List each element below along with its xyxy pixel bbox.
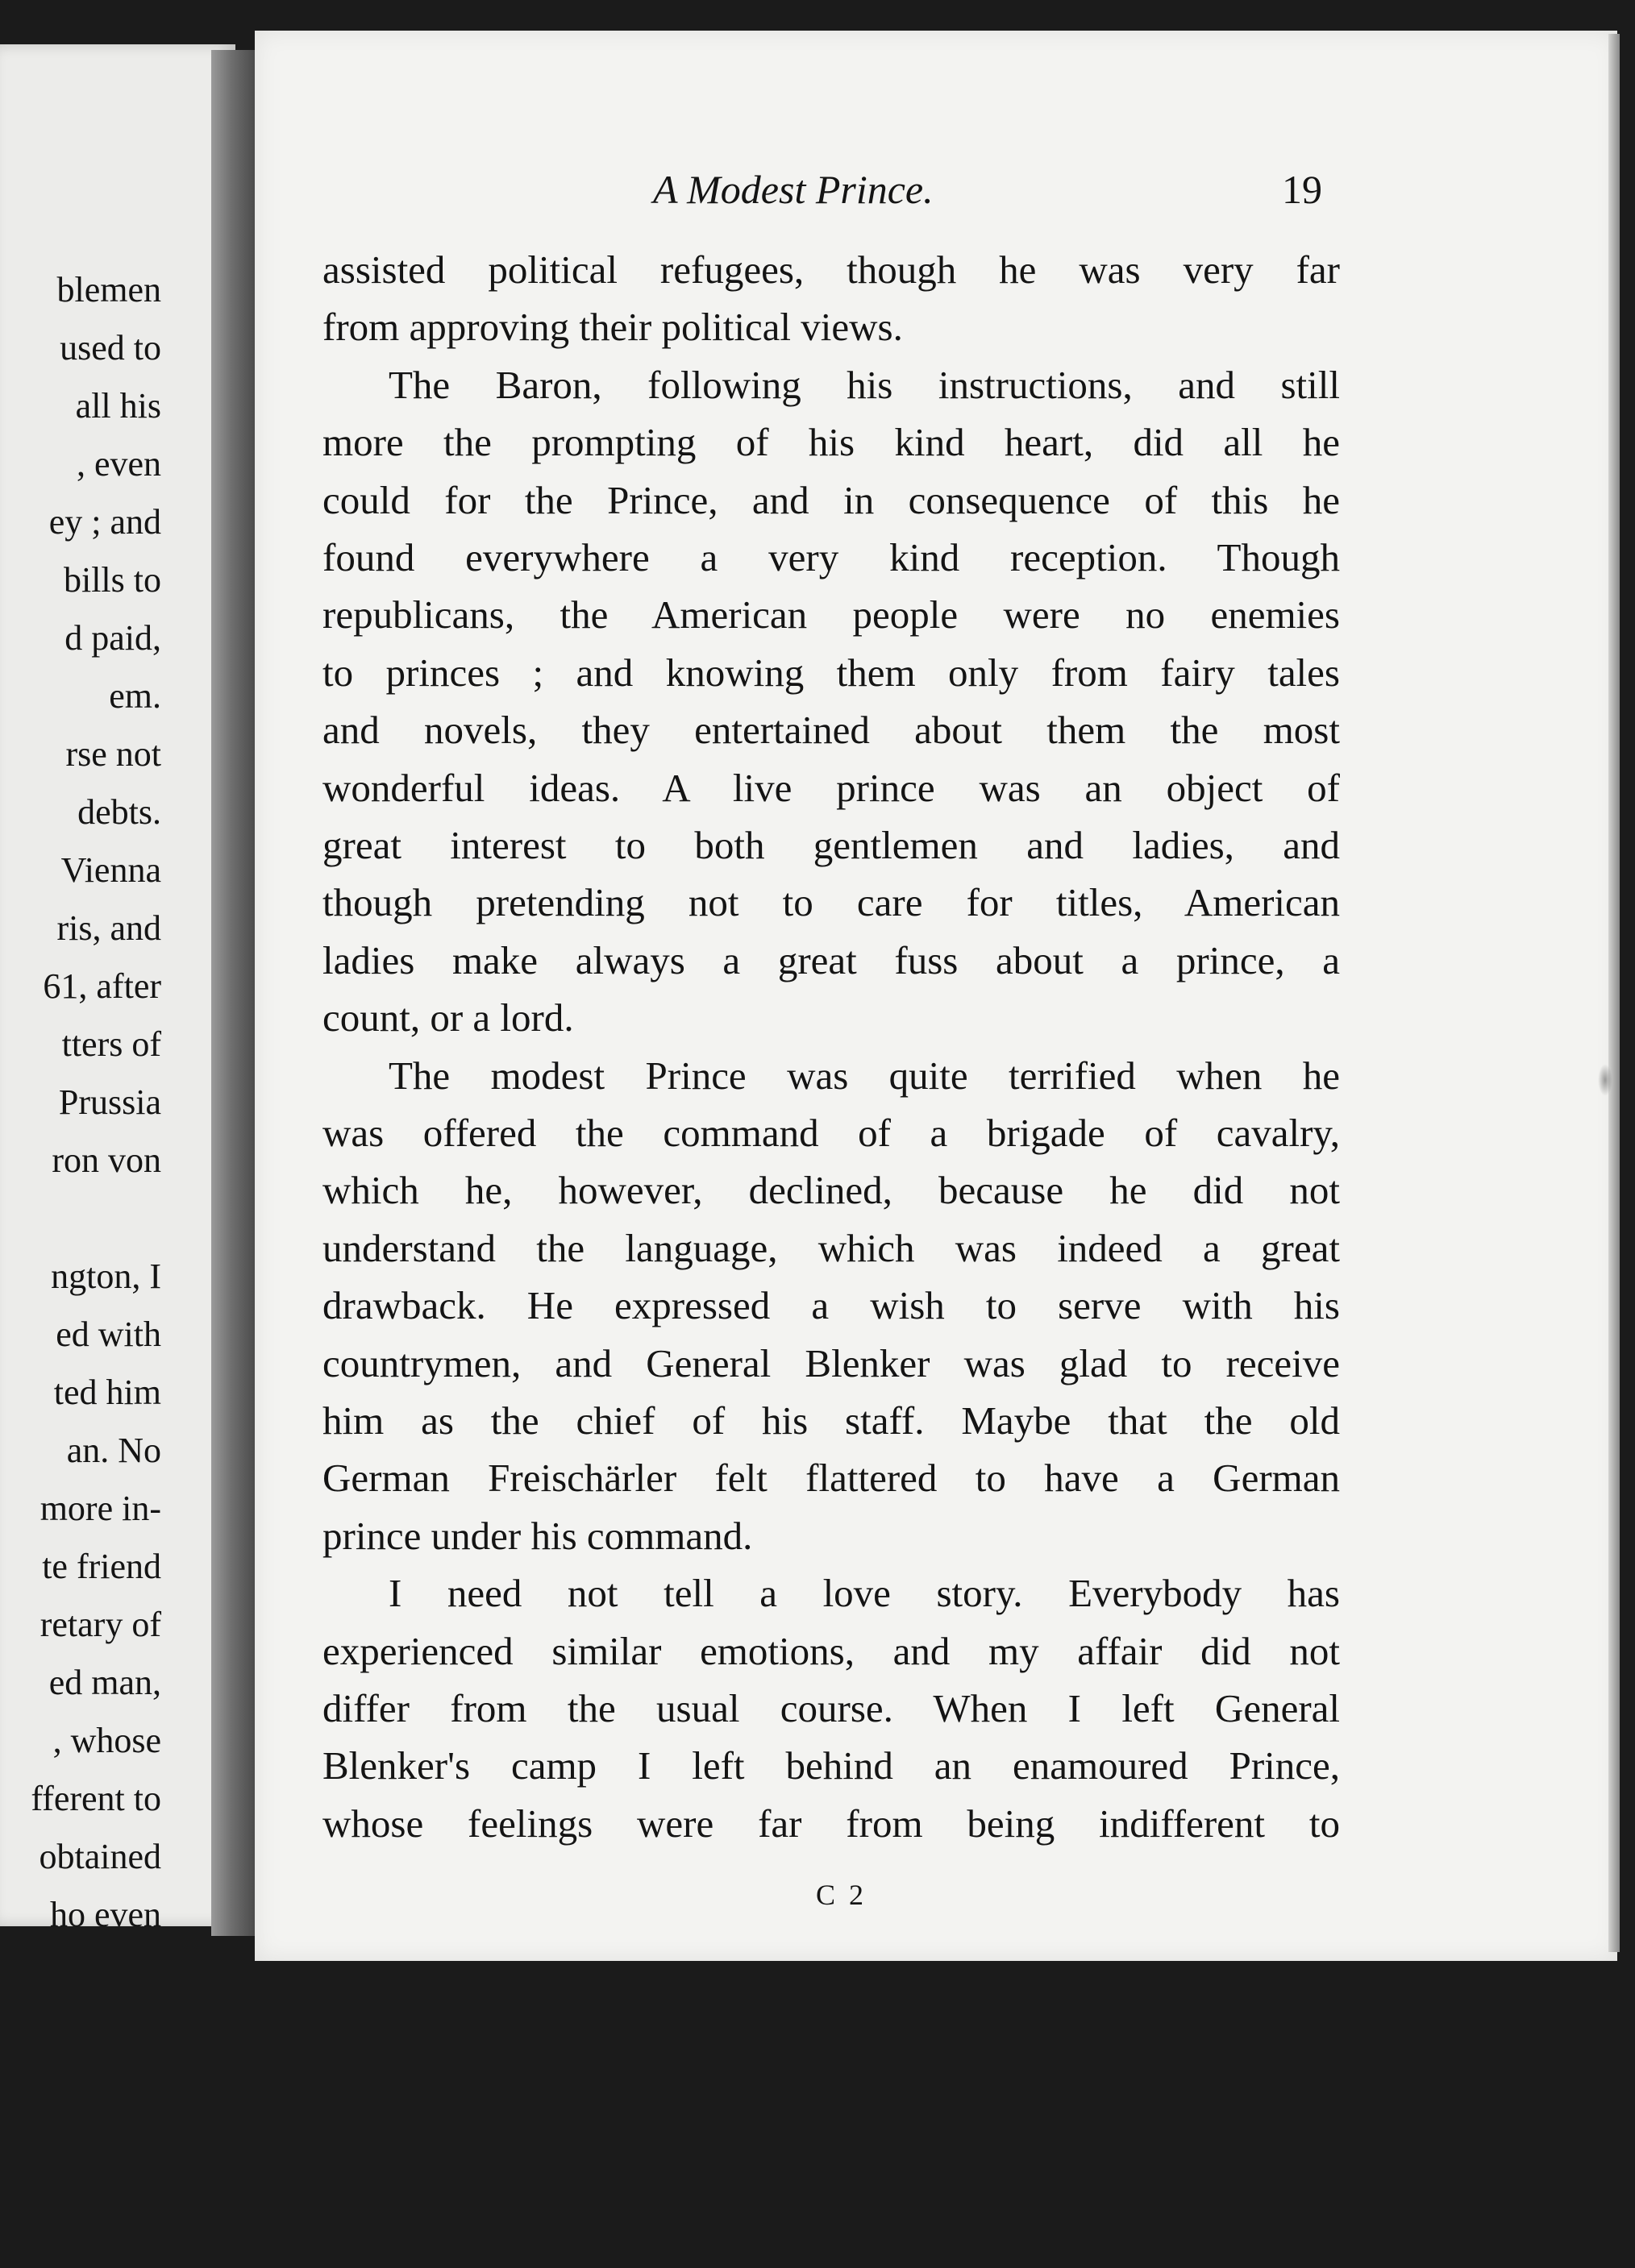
body-line: from approving their political views.: [322, 305, 903, 350]
left-page-line: te friend: [42, 1547, 161, 1586]
body-line: was offered the command of a brigade of cavalry,: [322, 1111, 1340, 1155]
left-page-line: Vienna: [60, 850, 161, 890]
left-page-line: bills to: [63, 560, 161, 600]
left-page-line: all his: [75, 386, 161, 426]
left-page-line: ey ; and: [48, 502, 161, 542]
body-line: republicans, the American people were no enemies: [322, 592, 1340, 638]
left-page-line: Prussia: [58, 1082, 161, 1122]
body-line: wonderful ideas. A live prince was an object of: [322, 765, 1340, 810]
body-line: which he, however, declined, because he did not: [322, 1168, 1340, 1213]
left-page-line: , even: [76, 444, 161, 484]
running-title: A Modest Prince.: [653, 167, 934, 212]
body-line: though pretending not to care for titles, American: [322, 880, 1340, 925]
left-page-line: ho even: [49, 1895, 161, 1926]
body-line: him as the chief of his staff. Maybe that the old: [322, 1398, 1340, 1443]
left-page-line: debts.: [77, 792, 161, 832]
body-line: experienced similar emotions, and my affair did not: [322, 1628, 1340, 1673]
left-page: [0, 44, 235, 1926]
book-gutter: [211, 50, 256, 1936]
left-page-line: retary of: [40, 1605, 161, 1644]
left-page-line: rse not: [65, 734, 161, 774]
page-number: 19: [1282, 167, 1322, 212]
signature-mark: C 2: [816, 1879, 867, 1911]
left-page-line: ngton, I: [51, 1257, 161, 1296]
body-line: could for the Prince, and in consequence of this he: [322, 477, 1340, 522]
body-line: and novels, they entertained about them the most: [322, 708, 1340, 753]
body-line: drawback. He expressed a wish to serve with his: [322, 1283, 1340, 1328]
left-page-line: more in-: [40, 1489, 161, 1528]
page-header: [0, 166, 1635, 214]
body-line: differ from the usual course. When I left General: [322, 1686, 1340, 1730]
body-line: ladies make always a great fuss about a prince, a: [322, 937, 1340, 982]
left-page-line: d paid,: [64, 618, 161, 658]
body-line: more the prompting of his kind heart, did all he: [322, 420, 1340, 465]
body-line: I need not tell a love story. Everybody has: [389, 1571, 1340, 1616]
left-page-line: used to: [60, 328, 161, 368]
left-page-line: ed with: [56, 1315, 161, 1354]
body-line: German Freischärler felt flattered to have a German: [322, 1456, 1340, 1501]
body-line: Blenker's camp I left behind an enamoured Prince,: [322, 1743, 1340, 1788]
body-line: countrymen, and General Blenker was glad to receive: [322, 1340, 1340, 1385]
body-line: assisted political refugees, though he was very far: [322, 247, 1340, 292]
body-line: understand the language, which was indeed a great: [322, 1225, 1340, 1270]
body-line: The modest Prince was quite terrified when he: [389, 1053, 1340, 1098]
left-page-line: ted him: [53, 1373, 161, 1412]
left-page-line: ron von: [52, 1140, 161, 1180]
body-line: to princes ; and knowing them only from fairy tales: [322, 650, 1340, 695]
page-edge: [1608, 34, 1620, 1952]
left-page-line: obtained: [39, 1837, 161, 1876]
scan-artifact: [1598, 1064, 1612, 1096]
left-page-line: ed man,: [48, 1663, 161, 1702]
left-page-line: ris, and: [56, 908, 161, 948]
body-line: The Baron, following his instructions, and still: [389, 362, 1340, 407]
left-page-line: an. No: [66, 1431, 161, 1470]
left-page-line: em.: [109, 676, 161, 716]
left-page-line: tters of: [61, 1024, 161, 1064]
body-line: found everywhere a very kind reception. Though: [322, 535, 1340, 579]
body-line: whose feelings were far from being indifferent to: [322, 1801, 1340, 1846]
body-line: prince under his command.: [322, 1513, 753, 1558]
left-page-line: 61, after: [43, 966, 161, 1006]
body-line: great interest to both gentlemen and ladies, and: [322, 823, 1340, 867]
left-page-line: fferent to: [31, 1779, 161, 1818]
body-line: count, or a lord.: [322, 995, 574, 1041]
left-page-line: , whose: [52, 1721, 161, 1760]
left-page-line: blemen: [56, 270, 161, 309]
